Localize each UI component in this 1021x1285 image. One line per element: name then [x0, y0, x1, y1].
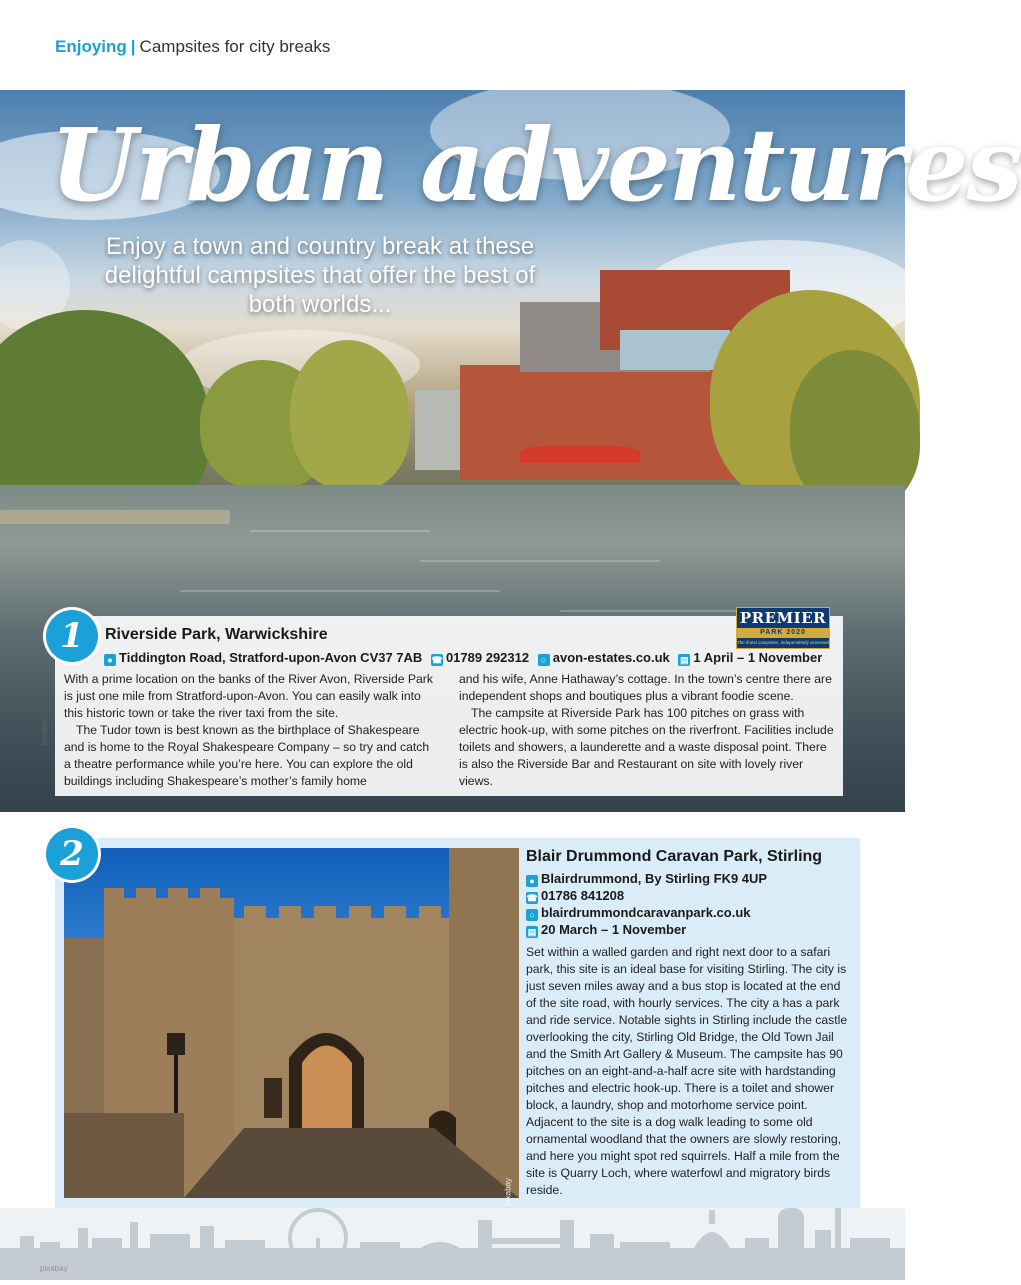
entry-2-address-text: Blairdrummond, By Stirling FK9 4UP: [541, 871, 768, 886]
map-pin-icon: ●: [104, 654, 116, 666]
photo-credit: pixabay: [40, 717, 49, 745]
header-separator: |: [130, 37, 136, 56]
entry-number-badge: 2: [46, 828, 98, 880]
header-subtitle: Campsites for city breaks: [139, 37, 331, 56]
entry-1-phone-text: 01789 292312: [445, 650, 530, 665]
entry-1-paragraph: The campsite at Riverside Park has 100 pitches on grass with electric hook-up, with some pitches on the riverfront. Facilities include toilets and showers, a launderette and a waste disposal point. There is also the Riverside Bar and Restaurant on site with lovely river views.: [459, 706, 834, 788]
calendar-icon: ▤: [527, 927, 537, 937]
entry-1-title: Riverside Park, Warwickshire: [105, 626, 328, 643]
entry-1-info: [104, 650, 827, 666]
entry-1-website[interactable]: [538, 650, 670, 666]
hero-title: Urban adventures: [50, 106, 1021, 224]
entry-1-paragraph: With a prime location on the banks of the River Avon, Riverside Park is just one mile from Stratford-upon-Avon. You can easily walk into this historic town or take the river taxi from the site.: [64, 672, 433, 720]
entry-1-body-right: [459, 671, 837, 790]
stirling-castle-photo: [64, 848, 519, 1206]
entry-2-info: [526, 870, 767, 938]
entry-2-season: [526, 921, 767, 938]
castle-illustration: [64, 848, 519, 1198]
hero-subtitle: Enjoy a town and country break at these delightful campsites that offer the best of both worlds...: [104, 233, 536, 318]
entry-2-phone-text: 01786 841208: [541, 888, 625, 903]
entry-1-address-text: Tiddington Road, Stratford-upon-Avon CV37 7AB: [119, 650, 423, 665]
entry-2-phone: [526, 887, 767, 904]
photo-credit: pixabay: [40, 1264, 68, 1273]
entry-1-paragraph: and his wife, Anne Hathaway’s cottage. In the town’s centre there are independent shops and boutiques plus a vibrant foodie scene.: [459, 672, 832, 703]
entry-1-paragraph: The Tudor town is best known as the birthplace of Shakespeare and is home to the Royal Shakespeare Company – so try and catch a theatre performance while you’re here. You can explore the old buildings including Shakespeare’s mother’s family home: [64, 723, 430, 788]
city-skyline-footer: [0, 1208, 905, 1280]
entry-2-title: Blair Drummond Caravan Park, Stirling: [526, 848, 823, 865]
entry-2-season-text: 20 March – 1 November: [541, 922, 687, 937]
entry-1-website-text[interactable]: avon-estates.co.uk: [552, 650, 670, 665]
entry-2-address: [526, 870, 767, 887]
globe-icon: ○: [526, 909, 538, 921]
entry-2-website[interactable]: [526, 904, 767, 921]
photo-credit: pixabay: [504, 1178, 513, 1206]
globe-icon: ○: [538, 654, 550, 666]
phone-icon: ☎: [526, 893, 538, 903]
entry-1-phone: [431, 650, 529, 666]
map-pin-icon: ●: [526, 875, 538, 887]
entry-1-body-left: [64, 671, 439, 790]
page-header: [55, 36, 330, 58]
premier-badge-year: PARK 2020: [737, 628, 829, 638]
entry-number-badge: 1: [46, 610, 98, 662]
section-label: Enjoying: [55, 37, 127, 56]
premier-badge-tagline: The finest campsites, independently assessed: [737, 640, 830, 645]
entry-2-website-text[interactable]: blairdrummondcaravanpark.co.uk: [541, 905, 751, 920]
phone-icon: ☎: [431, 655, 443, 665]
premier-park-badge: [736, 607, 830, 649]
entry-1-season: [678, 650, 822, 666]
entry-2-body: Set within a walled garden and right next door to a safari park, this site is an ideal base for visiting Stirling. The city is just seven miles away and a bus stop is located at the end of the site road, with hourly services. The city a has a park and ride service. Notable sights in Stirling include the castle overlooking the city, Stirling Old Bridge, the Old Town Jail and the Smith Art Gallery & Museum. The campsite has 90 pitches on an eight-and-a-half acre site with hardstanding pitches and electric hook-up. There is a toilet and shower block, a laundry, shop and motorhome service point. Adjacent to the site is a dog walk leading to some old ornamental woodland that the owners are slowly restoring, and here you might spot red squirrels. Half a mile from the site is Quarry Loch, where waterfowl and migratory birds reside.: [526, 945, 848, 1197]
calendar-icon: ▤: [680, 655, 689, 665]
premier-badge-title: PREMIER: [739, 609, 827, 627]
entry-1-address: [104, 650, 422, 666]
entry-1-season-text: 1 April – 1 November: [693, 650, 823, 665]
skyline-illustration: [0, 1208, 905, 1280]
